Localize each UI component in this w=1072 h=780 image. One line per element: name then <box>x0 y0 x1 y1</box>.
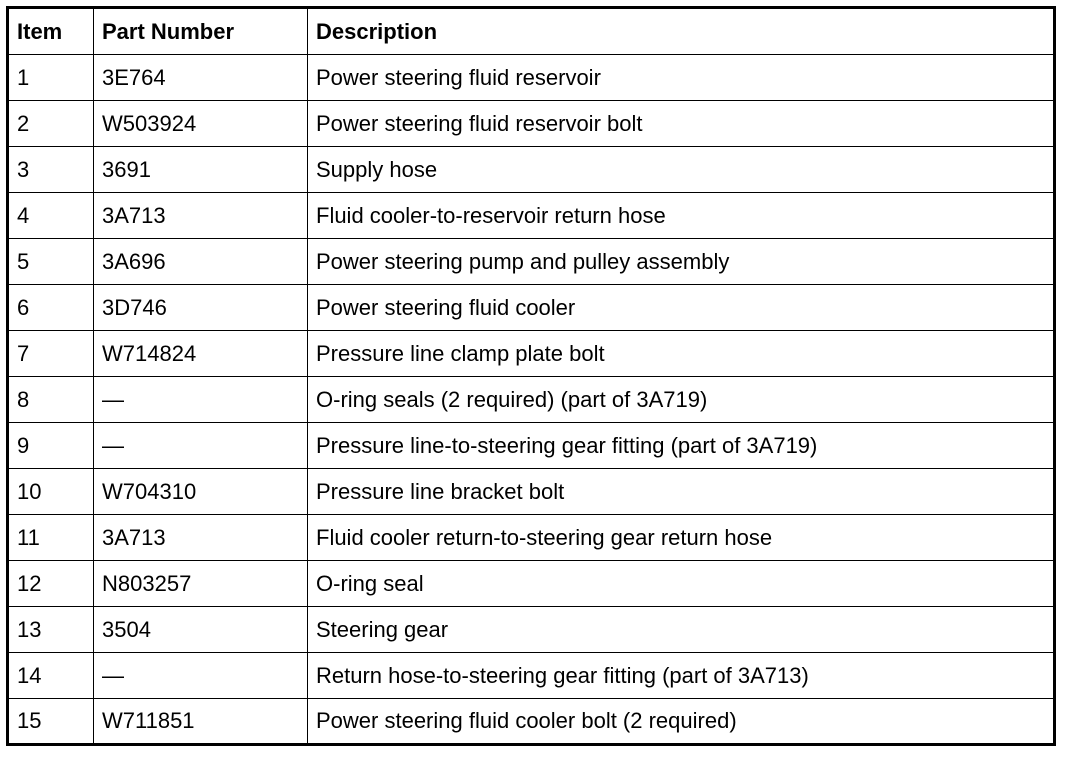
cell-part-number: 3A713 <box>94 193 308 239</box>
table-row <box>8 285 1055 331</box>
cell-description: Pressure line clamp plate bolt <box>308 331 1055 377</box>
cell-part-number: N803257 <box>94 561 308 607</box>
cell-item: 7 <box>8 331 94 377</box>
cell-item: 14 <box>8 653 94 699</box>
cell-description: Power steering fluid reservoir <box>308 55 1055 101</box>
cell-item: 4 <box>8 193 94 239</box>
table-row <box>8 193 1055 239</box>
cell-item: 5 <box>8 239 94 285</box>
cell-item: 15 <box>8 699 94 745</box>
cell-description: Power steering fluid cooler <box>308 285 1055 331</box>
table-row <box>8 607 1055 653</box>
table-row <box>8 239 1055 285</box>
header-description: Description <box>308 8 1055 55</box>
cell-description: O-ring seal <box>308 561 1055 607</box>
cell-item: 10 <box>8 469 94 515</box>
cell-item: 3 <box>8 147 94 193</box>
cell-item: 8 <box>8 377 94 423</box>
cell-description: Pressure line bracket bolt <box>308 469 1055 515</box>
cell-item: 2 <box>8 101 94 147</box>
cell-part-number: 3D746 <box>94 285 308 331</box>
cell-description: Steering gear <box>308 607 1055 653</box>
table-row <box>8 699 1055 745</box>
table-row <box>8 331 1055 377</box>
table-header-row <box>8 8 1055 55</box>
table-body <box>8 55 1055 745</box>
table-row <box>8 561 1055 607</box>
cell-part-number: W714824 <box>94 331 308 377</box>
cell-description: Fluid cooler-to-reservoir return hose <box>308 193 1055 239</box>
cell-part-number: W503924 <box>94 101 308 147</box>
parts-table <box>6 6 1056 746</box>
cell-part-number: W711851 <box>94 699 308 745</box>
cell-description: Power steering fluid cooler bolt (2 required) <box>308 699 1055 745</box>
cell-part-number: 3A696 <box>94 239 308 285</box>
cell-part-number: — <box>94 653 308 699</box>
cell-part-number: — <box>94 423 308 469</box>
table-row <box>8 55 1055 101</box>
cell-part-number: 3E764 <box>94 55 308 101</box>
cell-item: 12 <box>8 561 94 607</box>
table-row <box>8 653 1055 699</box>
cell-item: 11 <box>8 515 94 561</box>
table-row <box>8 515 1055 561</box>
table-row <box>8 423 1055 469</box>
table-row <box>8 377 1055 423</box>
cell-item: 9 <box>8 423 94 469</box>
cell-description: Pressure line-to-steering gear fitting (part of 3A719) <box>308 423 1055 469</box>
cell-item: 1 <box>8 55 94 101</box>
cell-description: Fluid cooler return-to-steering gear return hose <box>308 515 1055 561</box>
cell-description: Return hose-to-steering gear fitting (part of 3A713) <box>308 653 1055 699</box>
cell-part-number: 3691 <box>94 147 308 193</box>
cell-item: 13 <box>8 607 94 653</box>
header-part-number: Part Number <box>94 8 308 55</box>
cell-description: Power steering fluid reservoir bolt <box>308 101 1055 147</box>
cell-description: O-ring seals (2 required) (part of 3A719) <box>308 377 1055 423</box>
cell-part-number: 3A713 <box>94 515 308 561</box>
cell-item: 6 <box>8 285 94 331</box>
header-item: Item <box>8 8 94 55</box>
table-row <box>8 147 1055 193</box>
table-row <box>8 101 1055 147</box>
cell-part-number: 3504 <box>94 607 308 653</box>
cell-part-number: W704310 <box>94 469 308 515</box>
table-row <box>8 469 1055 515</box>
cell-description: Supply hose <box>308 147 1055 193</box>
cell-part-number: — <box>94 377 308 423</box>
cell-description: Power steering pump and pulley assembly <box>308 239 1055 285</box>
